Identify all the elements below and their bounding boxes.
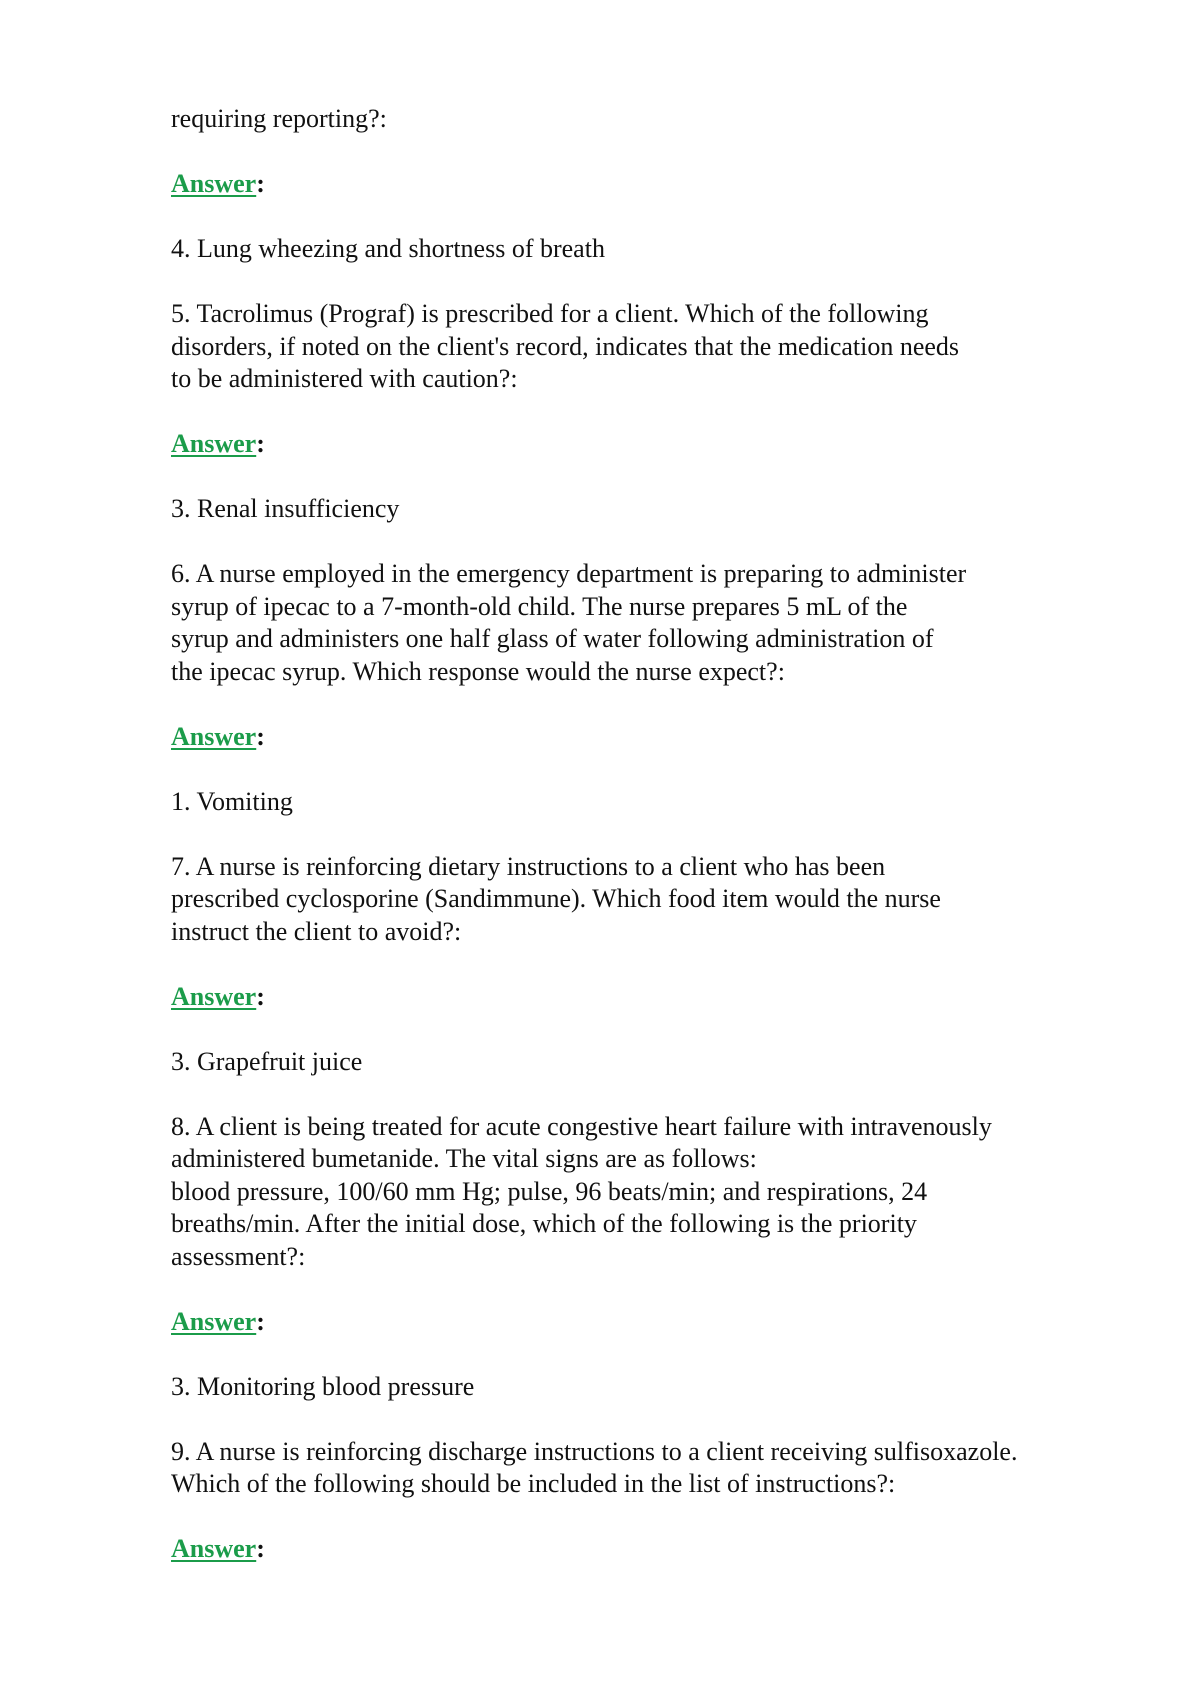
text-line: 1. Vomiting (171, 786, 293, 816)
question-text (171, 851, 941, 949)
answer-text (171, 493, 399, 526)
answer-label: Answer (171, 1534, 257, 1563)
answer-colon: : (256, 1534, 265, 1563)
answer-label: Answer (171, 1306, 257, 1336)
answer-heading (171, 721, 265, 754)
text-line: 3. Renal insufficiency (171, 494, 400, 523)
text-line: Which of the following should be included in the list of instructions?: (171, 1469, 896, 1498)
answer-heading (171, 1306, 265, 1339)
text-line: syrup of ipecac to a 7-month-old child. The nurse prepares 5 mL of the (171, 591, 908, 621)
question-text (171, 298, 959, 396)
text-line: breaths/min. After the initial dose, which of the following is the priority (171, 1209, 917, 1238)
text-line: syrup and administers one half glass of water following administration of (171, 624, 934, 653)
text-line: 3. Monitoring blood pressure (171, 1371, 475, 1401)
answer-heading (171, 428, 265, 461)
question-text (171, 1111, 992, 1274)
text-line: 7. A nurse is reinforcing dietary instructions to a client who has been (171, 851, 886, 881)
answer-colon: : (256, 721, 265, 751)
answer-text (171, 233, 605, 266)
answer-colon: : (256, 981, 265, 1011)
question-text (171, 1436, 1017, 1501)
text-line: blood pressure, 100/60 mm Hg; pulse, 96 beats/min; and respirations, 24 (171, 1176, 928, 1206)
answer-text (171, 786, 293, 819)
answer-label: Answer (171, 169, 257, 198)
answer-label: Answer (171, 721, 257, 751)
text-line: 4. Lung wheezing and shortness of breath (171, 234, 605, 263)
answer-label: Answer (171, 429, 257, 458)
text-line: assessment?: (171, 1241, 306, 1271)
text-line: to be administered with caution?: (171, 364, 518, 393)
text-line: disorders, if noted on the client's record, indicates that the medication needs (171, 331, 960, 361)
answer-text (171, 1371, 474, 1404)
question-text (171, 103, 387, 136)
answer-colon: : (256, 429, 265, 458)
text-line: 9. A nurse is reinforcing discharge instructions to a client receiving sulfisoxazole. (171, 1436, 1018, 1466)
text-line: 3. Grapefruit juice (171, 1046, 363, 1076)
answer-heading (171, 981, 265, 1014)
answer-colon: : (256, 1306, 265, 1336)
text-line: prescribed cyclosporine (Sandimmune). Which food item would the nurse (171, 884, 941, 913)
answer-label: Answer (171, 981, 257, 1011)
answer-heading (171, 168, 265, 201)
answer-text (171, 1046, 362, 1079)
text-line: 8. A client is being treated for acute congestive heart failure with intravenously (171, 1111, 992, 1141)
text-line: 6. A nurse employed in the emergency department is preparing to administer (171, 559, 967, 588)
text-line: 5. Tacrolimus (Prograf) is prescribed for a client. Which of the following (171, 299, 929, 328)
answer-colon: : (256, 169, 265, 198)
answer-heading (171, 1533, 265, 1566)
text-line: requiring reporting?: (171, 104, 387, 133)
text-line: instruct the client to avoid?: (171, 916, 462, 946)
text-line: the ipecac syrup. Which response would the nurse expect?: (171, 656, 785, 686)
text-line: administered bumetanide. The vital signs are as follows: (171, 1144, 757, 1173)
question-text (171, 558, 966, 688)
